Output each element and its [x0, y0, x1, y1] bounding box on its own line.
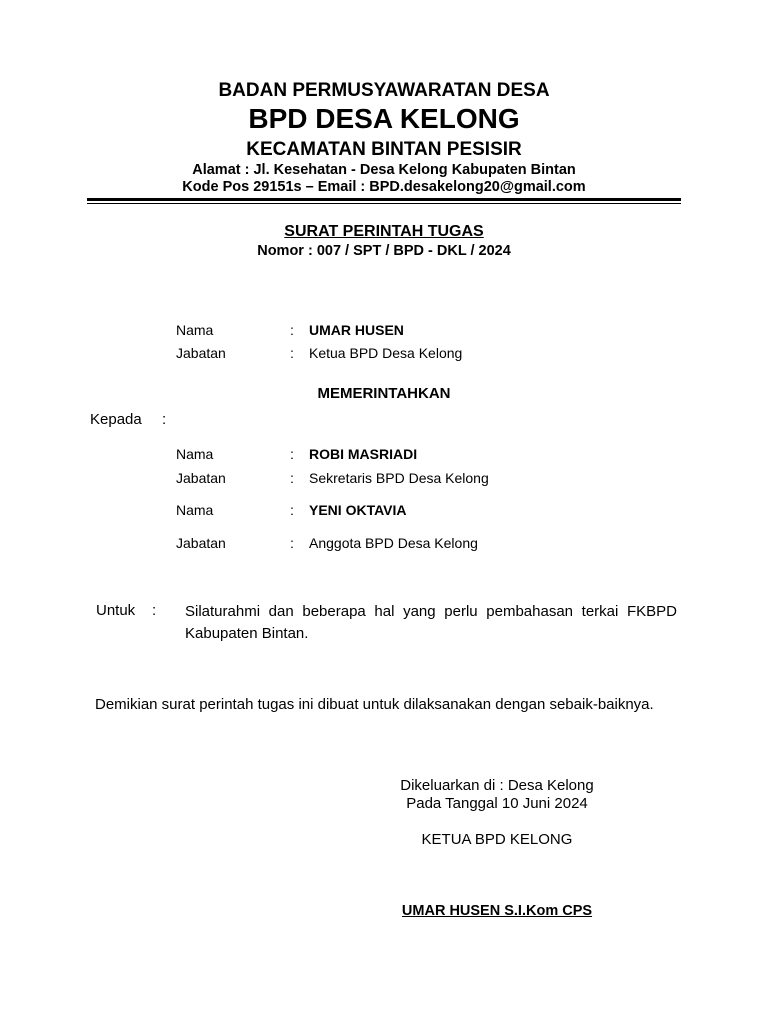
org-heading: BADAN PERMUSYAWARATAN DESA: [218, 80, 550, 101]
recipient-1-name-colon: :: [290, 446, 294, 462]
recipients-label: Kepada: [90, 411, 142, 428]
letter-number: Nomor : 007 / SPT / BPD - DKL / 2024: [257, 243, 511, 259]
header-rule-thin: [87, 203, 681, 204]
issuer-position-label: Jabatan: [176, 345, 226, 361]
recipient-1-position-colon: :: [290, 470, 294, 486]
issued-place: Dikeluarkan di : Desa Kelong: [400, 777, 594, 794]
issuer-name-label: Nama: [176, 322, 214, 338]
recipient-2-name-colon: :: [290, 502, 294, 518]
recipients-colon: :: [162, 411, 167, 428]
recipient-2-name-label: Nama: [176, 502, 214, 518]
closing-statement: Demikian surat perintah tugas ini dibuat untuk dilaksanakan dengan sebaik-baiknya.: [95, 696, 654, 713]
letter-title: SURAT PERINTAH TUGAS: [284, 223, 484, 240]
district-heading: KECAMATAN BINTAN PESISIR: [246, 139, 522, 160]
recipient-1-position: Sekretaris BPD Desa Kelong: [309, 470, 489, 486]
signer-role: KETUA BPD KELONG: [421, 831, 573, 848]
issuer-name-colon: :: [290, 322, 294, 338]
recipient-1-position-label: Jabatan: [176, 470, 226, 486]
address-line: Alamat : Jl. Kesehatan - Desa Kelong Kabupaten Bintan: [192, 162, 576, 178]
issuer-position-colon: :: [290, 345, 294, 361]
purpose-colon: :: [152, 602, 157, 619]
contact-line: Kode Pos 29151s – Email : BPD.desakelong20@gmail.com: [182, 179, 586, 195]
recipient-1-name: ROBI MASRIADI: [309, 446, 418, 462]
recipient-2-name: YENI OKTAVIA: [309, 502, 407, 518]
recipient-1-name-label: Nama: [176, 446, 214, 462]
purpose-label: Untuk: [96, 602, 136, 619]
org-name: BPD DESA KELONG: [248, 103, 520, 134]
issuer-position: Ketua BPD Desa Kelong: [309, 345, 463, 361]
recipient-2-position-label: Jabatan: [176, 535, 226, 551]
purpose-text: Silaturahmi dan beberapa hal yang perlu pembahasan terkai FKBPD Kabupaten Bintan.: [185, 603, 677, 642]
recipient-2-position: Anggota BPD Desa Kelong: [309, 535, 478, 551]
header-rule-thick: [87, 198, 681, 201]
command-heading: MEMERINTAHKAN: [317, 385, 451, 402]
issuer-name: UMAR HUSEN: [309, 322, 404, 338]
signer-name: UMAR HUSEN S.I.Kom CPS: [401, 903, 593, 919]
recipient-2-position-colon: :: [290, 535, 294, 551]
issued-date: Pada Tanggal 10 Juni 2024: [406, 795, 588, 812]
